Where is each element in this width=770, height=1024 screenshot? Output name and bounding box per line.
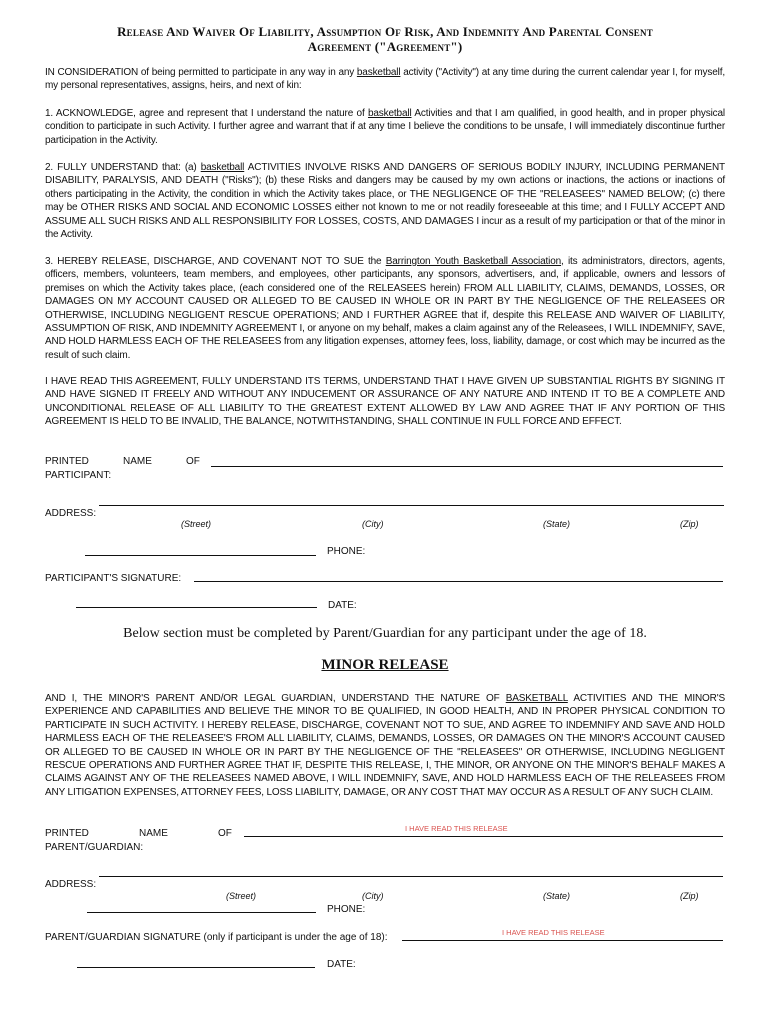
title-line-2: Agreement ("Agreement") <box>307 39 463 54</box>
guardian-name-field[interactable] <box>244 836 723 837</box>
guardian-city-label: (City) <box>362 891 384 901</box>
read-release-note: I HAVE READ THIS RELEASE <box>405 824 508 833</box>
zip-label: (Zip) <box>680 519 699 529</box>
guardian-of-label: OF <box>218 828 232 839</box>
name-label: NAME <box>123 456 152 467</box>
acknowledgement-paragraph: I HAVE READ THIS AGREEMENT, FULLY UNDERSTAND ITS TERMS, UNDERSTAND THAT I HAVE GIVEN UP SUBSTANTIAL RIGHTS BY SIGNING IT AND HAVE SIGNED IT FREELY AND WITHOUT ANY INDUCEMENT OR ASSURANCE OF ANY NATURE AND INTEND IT TO BE A COMPLETE AND UNCONDITIONAL RELEASE OF ALL LIABILITY TO THE GREATEST EXTENT ALLOWED BY LAW AND AGREE THAT IF ANY PORTION OF THIS AGREEMENT IS HELD TO BE INVALID, THE BALANCE, NOTWITHSTANDING, SHALL CONTINUE IN FULL FORCE AND EFFECT. <box>45 376 725 428</box>
guardian-name-label: NAME <box>139 828 168 839</box>
phone-label: PHONE: <box>327 546 366 557</box>
sport-name: basketball <box>367 108 412 119</box>
intro-paragraph: IN CONSIDERATION of being permitted to participate in any way in any basketball activity ("Activity") at any time during the current calendar year I, for myself, my personal representatives, assigns, heirs, and next of kin: <box>45 67 725 92</box>
sport-name: basketball <box>200 162 245 173</box>
guardian-address-label: ADDRESS: <box>45 879 97 890</box>
title-line-1: Release And Waiver Of Liability, Assumption Of Risk, And Indemnity And Parental Consent <box>117 24 653 39</box>
state-label: (State) <box>543 519 571 529</box>
guardian-signature-field[interactable] <box>402 940 723 941</box>
participant-phone-field[interactable] <box>76 607 317 608</box>
guardian-street-label: (Street) <box>226 891 257 901</box>
guardian-state-label: (State) <box>543 891 571 901</box>
sport-name: basketball <box>356 67 401 78</box>
clause-1: 1. ACKNOWLEDGE, agree and represent that I understand the nature of basketball Activities and that I am qualified, in good health, and in proper physical condition to participate in such Activity. I further agree and warrant that if at any time I believe the conditions to be unsafe, I will immediately discontinue further participation in the Activity. <box>45 108 726 146</box>
participant-signature-field[interactable] <box>194 581 723 582</box>
guardian-address-line-2-field[interactable] <box>87 912 316 913</box>
street-label: (Street) <box>181 519 212 529</box>
participant-name-field[interactable] <box>211 466 723 467</box>
participant-address-field[interactable] <box>99 505 724 506</box>
sport-name: BASKETBALL <box>505 693 568 704</box>
guardian-label: PARENT/GUARDIAN: <box>45 842 144 853</box>
participant-signature-label: PARTICIPANT'S SIGNATURE: <box>45 573 182 584</box>
printed-label: PRINTED <box>45 456 89 467</box>
of-label: OF <box>186 456 200 467</box>
guardian-date-label: DATE: <box>327 959 356 970</box>
date-label: DATE: <box>328 600 357 611</box>
guardian-printed-label: PRINTED <box>45 828 89 839</box>
guardian-phone-field[interactable] <box>77 967 315 968</box>
organization-name: Barrington Youth Basketball Association <box>385 256 562 267</box>
document-title <box>40 24 730 54</box>
minor-release-paragraph: AND I, THE MINOR'S PARENT AND/OR LEGAL GUARDIAN, UNDERSTAND THE NATURE OF BASKETBALL ACTIVITIES AND THE MINOR'S EXPERIENCE AND CAPABILITIES AND BELIEVE THE MINOR TO BE QUALIFIED, IN GOOD HEALTH, AND IN PROPER PHYSICAL CONDITION TO PARTICIPATE IN SUCH ACTIVITY. I HEREBY RELEASE, DISCHARGE, COVENANT NOT TO SUE, AND AGREE TO INDEMNIFY AND SAVE AND HOLD HARMLESS EACH OF THE RELEASEE'S FROM ALL LIABILITY, CLAIMS, DEMANDS, LOSSES, OR DAMAGES ON THE MINOR'S ACCOUNT CAUSED OR ALLEGED TO BE CAUSED IN WHOLE OR IN PART BY THE NEGLIGENCE OF THE "RELEASEES" OR OTHERWISE, INCLUDING NEGLIGENT RESCUE OPERATIONS AND FURTHER AGREE THAT IF, DESPITE THIS RELEASE, I, THE MINOR, OR ANYONE ON THE MINOR'S BEHALF MAKES A CLAIMS AGAINST ANY OF THE RELEASEES NAMED ABOVE, I WILL INDEMNIFY, SAVE, AND HOLD HARMLESS EACH OF THE RELEASEES FROM ANY LITIGATION EXPENSES, ATTORNEY FEES, LOSS LIABILITY, DAMAGE, OR ANY COST THAT MAY OCCUR AS A RESULT OF ANY SUCH CLAIM. <box>45 693 725 798</box>
guardian-zip-label: (Zip) <box>680 891 699 901</box>
guardian-address-field[interactable] <box>99 876 723 877</box>
guardian-phone-label: PHONE: <box>327 904 366 915</box>
read-release-note-2: I HAVE READ THIS RELEASE <box>502 928 605 937</box>
parent-guardian-note: Below section must be completed by Parent/Guardian for any participant under the age of 18. <box>123 626 647 641</box>
city-label: (City) <box>362 519 384 529</box>
participant-label: PARTICIPANT: <box>45 470 112 481</box>
address-label: ADDRESS: <box>45 508 97 519</box>
guardian-signature-label: PARENT/GUARDIAN SIGNATURE (only if participant is under the age of 18): <box>45 932 388 943</box>
clause-2: 2. FULLY UNDERSTAND that: (a) basketball ACTIVITIES INVOLVE RISKS AND DANGERS OF SERIOUS BODILY INJURY, INCLUDING PERMANENT DISABILITY, PARALYSIS, AND DEATH ("Risks"); (b) these Risks and dangers may be caused by my own actions or inactions, the actions or inactions of others participating in the Activity, the condition in which the Activity takes place, or THE NEGLIGENCE OF THE "RELEASEES" NAMED BELOW; (c) there may be OTHER RISKS AND SOCIAL AND ECONOMIC LOSSES either not known to me or not readily foreseeable at this time; and I FULLY ACCEPT AND ASSUME ALL SUCH RISKS AND ALL RESPONSIBILITY FOR LOSSES, COSTS, AND DAMAGES I incur as a result of my participation or that of the minor in the Activity. <box>45 162 725 241</box>
clause-3: 3. HEREBY RELEASE, DISCHARGE, AND COVENANT NOT TO SUE the Barrington Youth Basketball Association, its administrators, directors, agents, officers, members, volunteers, team members, and employees, other participants, any sponsors, advertisers, and, if applicable, owners and lessors of premises on which the Activity takes place, (each considered one of the RELEASEES herein) FROM ALL LIABILITY, CLAIMS, DEMANDS, LOSSES, OR DAMAGES ON MY ACCOUNT CAUSED OR ALLEGED TO BE CAUSED IN WHOLE OR IN PART BY THE NEGLIGENCE OF THE RELEASEES OR OTHERWISE, INCLUDING NEGLIGENT RESCUE OPERATIONS; AND I FURTHER AGREE that if, despite this RELEASE AND WAIVER OF LIABILITY, ASSUMPTION OF RISK, AND INDEMNITY AGREEMENT I, or anyone on my behalf, makes a claim against any of the Releasees, I WILL INDEMNIFY, SAVE, AND HOLD HARMLESS EACH OF THE RELEASEES from any litigation expenses, attorney fees, loss, liability, damage, or cost which may be incurred as the result of such claim. <box>45 256 725 361</box>
participant-address-line-2-field[interactable] <box>85 555 316 556</box>
minor-release-title: MINOR RELEASE <box>321 657 449 673</box>
